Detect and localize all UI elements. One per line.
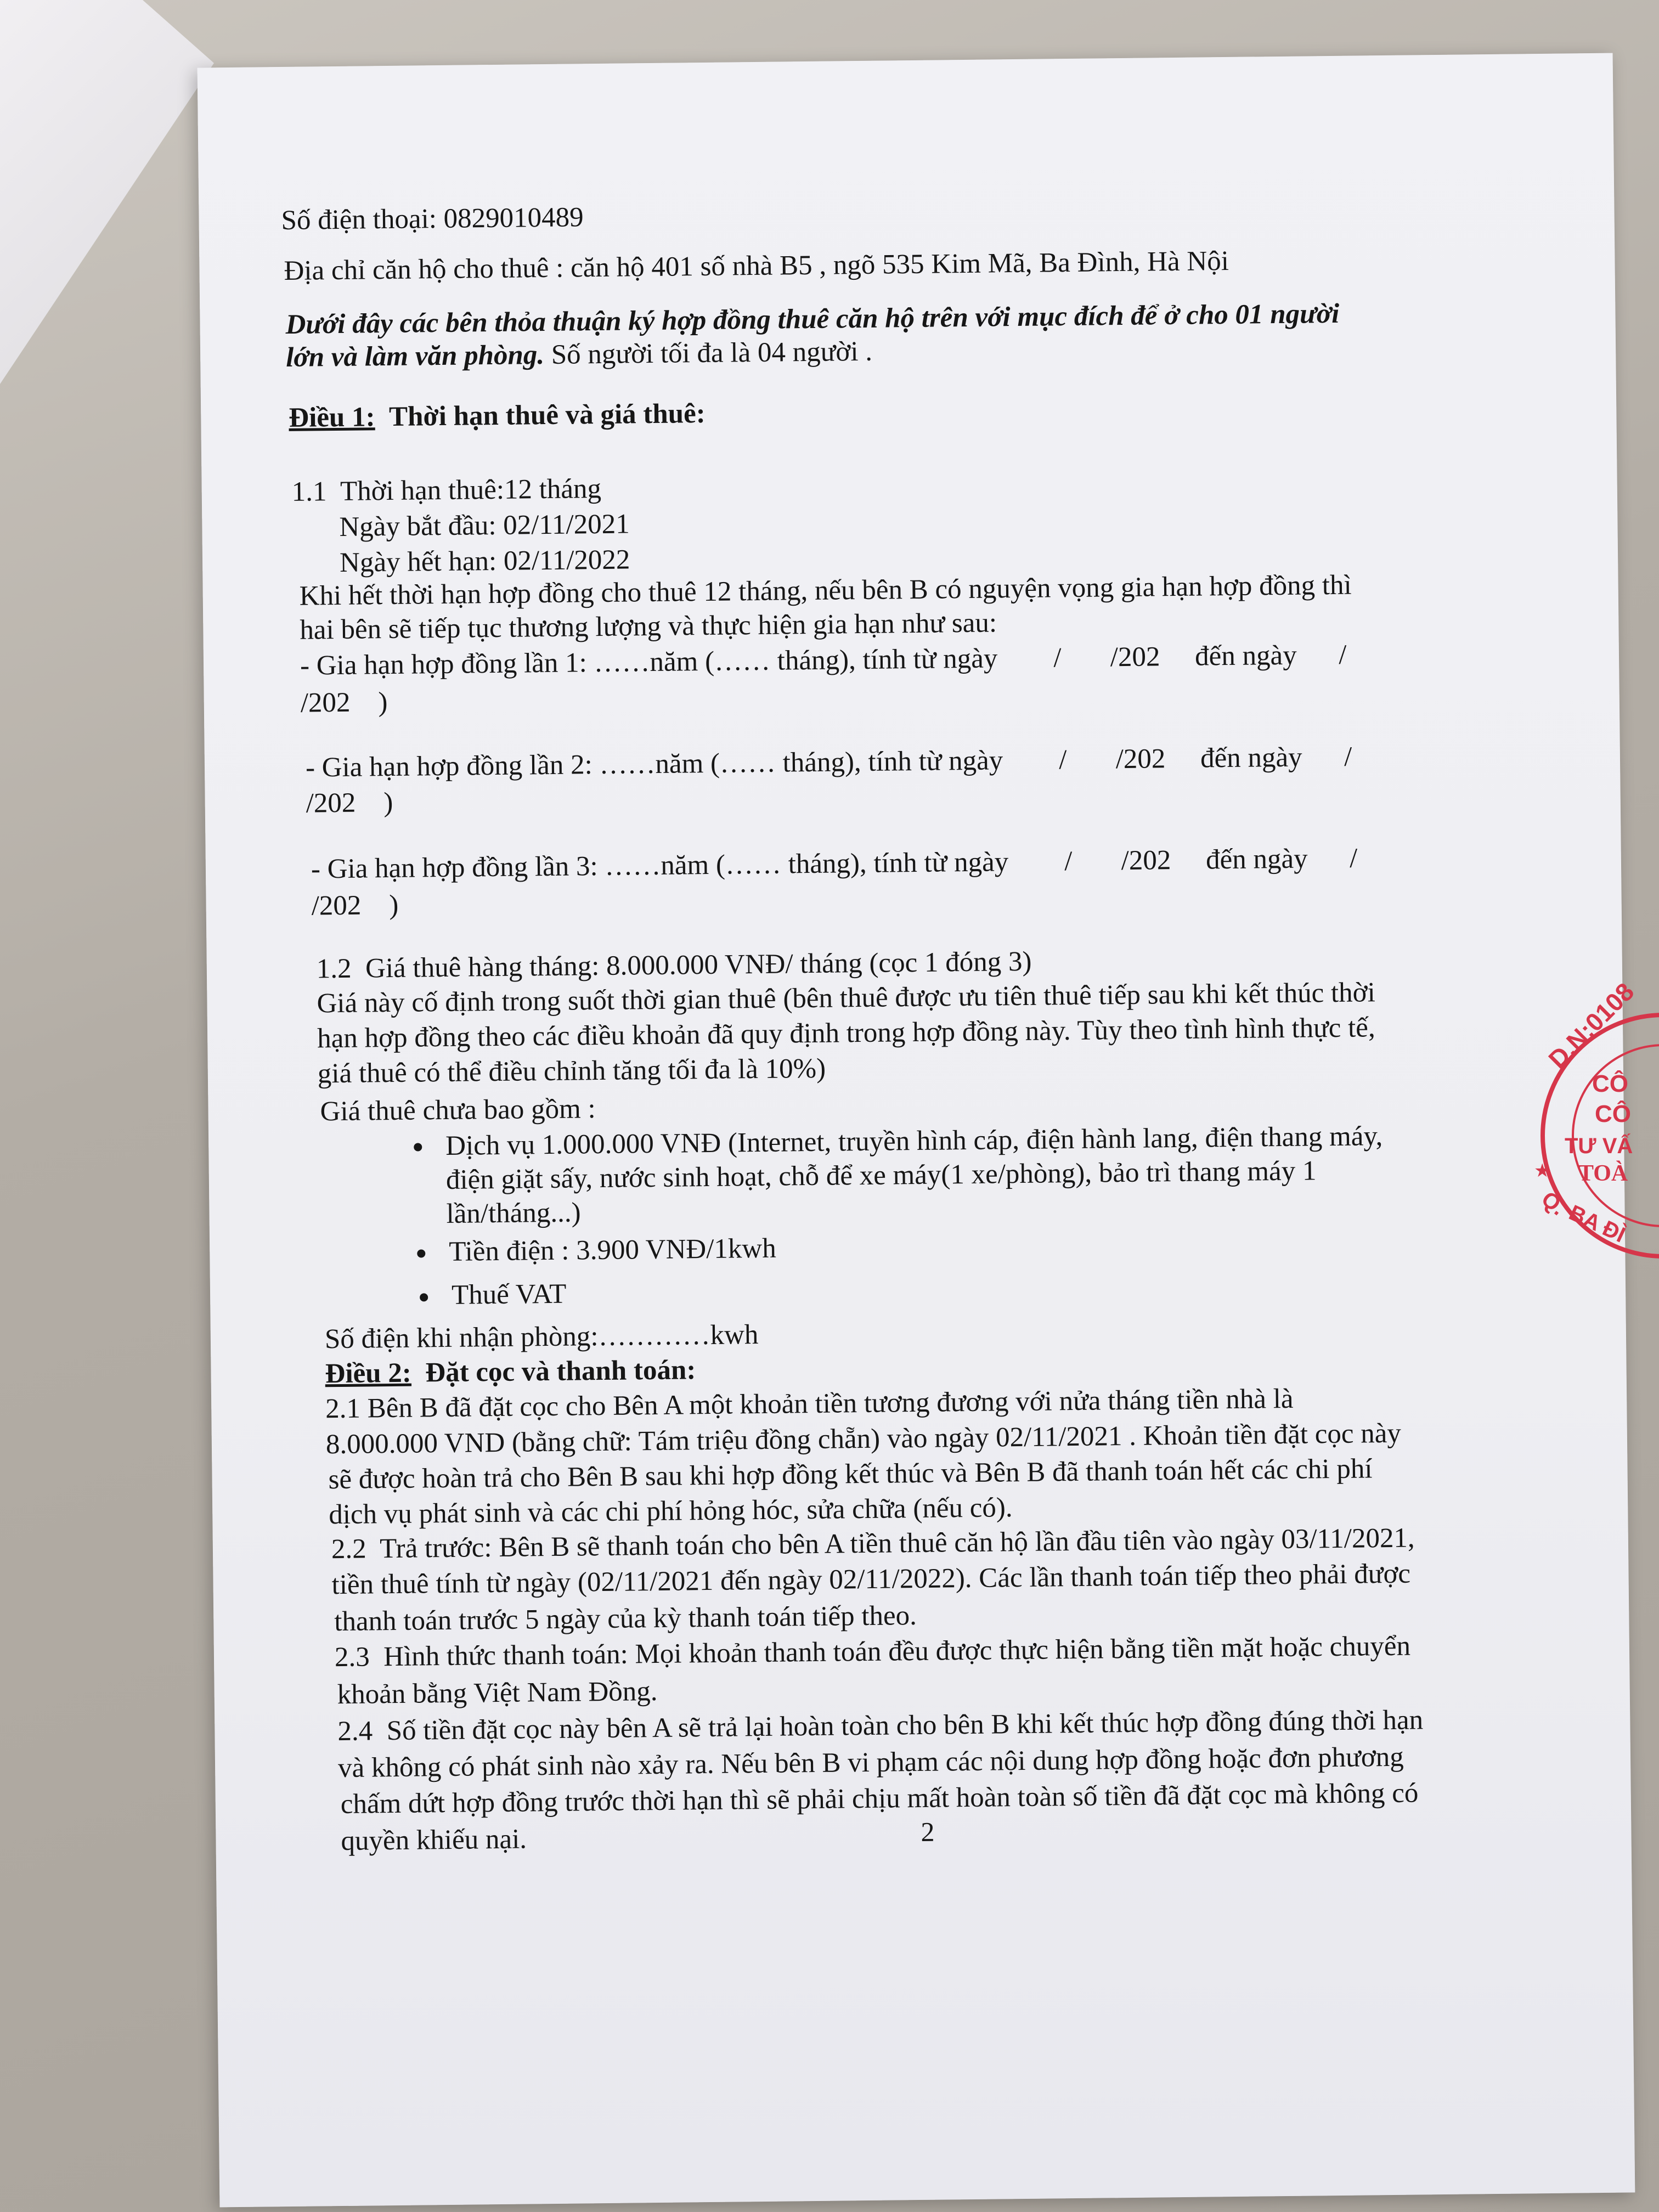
clause-2-4-line-2: và không có phát sinh nào xảy ra. Nếu bên B vi phạm các nội dung hợp đồng hoặc đơn phương: [337, 1741, 1404, 1784]
clause-2-1-line-1: 2.1 Bên B đã đặt cọc cho Bên A một khoản tiền tương đương với nửa tháng tiền nhà là: [325, 1383, 1294, 1425]
renewal-1-line: - Gia hạn hợp đồng lần 1: ……năm (…… tháng), tính từ ngày / /202 đến ngày /: [300, 639, 1347, 681]
svg-text:TOÀ: TOÀ: [1578, 1161, 1628, 1186]
clause-2-2-line-2: tiền thuê tính từ ngày (02/11/2021 đến ngày 02/11/2022). Các lần thanh toán tiếp theo phải được: [331, 1558, 1411, 1601]
clause-2-4-line-1: 2.4 Số tiền đặt cọc này bên A sẽ trả lại hoàn toàn cho bên B khi kết thúc hợp đồng đúng thời hạn: [337, 1705, 1424, 1747]
service-fee-line-3: lần/tháng...): [446, 1197, 581, 1229]
contract-page: [198, 53, 1635, 2208]
intro-normal-part: Số người tối đa là 04 người .: [551, 336, 873, 370]
article-1-title: Thời hạn thuê và giá thuê:: [388, 398, 706, 432]
service-fee-line-1: Dịch vụ 1.000.000 VNĐ (Internet, truyền hình cáp, điện hành lang, điện thang máy,: [445, 1121, 1383, 1161]
vat-line: Thuế VAT: [451, 1278, 567, 1311]
clause-1-2-price: 1.2 Giá thuê hàng tháng: 8.000.000 VNĐ/ tháng (cọc 1 đóng 3): [316, 946, 1032, 985]
svg-text:CÔ: CÔ: [1595, 1101, 1631, 1127]
bullet-dot-icon: [414, 1143, 422, 1151]
electricity-fee-line: Tiền điện : 3.900 VNĐ/1kwh: [448, 1233, 777, 1267]
renewal-1-end: /202 ): [300, 687, 388, 719]
company-stamp: [1526, 977, 1659, 1273]
end-date-line: Ngày hết hạn: 02/11/2022: [339, 544, 630, 578]
clause-2-2-line-1: 2.2 Trả trước: Bên B sẽ thanh toán cho bên A tiền thuê căn hộ lần đầu tiên vào ngày 03/11/2021,: [331, 1522, 1415, 1565]
renewal-intro-line-1: Khi hết thời hạn hợp đồng cho thuê 12 tháng, nếu bên B có nguyện vọng gia hạn hợp đồng thì: [299, 569, 1352, 612]
article-2-label: Điều 2:: [325, 1357, 412, 1390]
article-2-title: Đặt cọc và thanh toán:: [425, 1355, 696, 1389]
article-1-heading: [289, 397, 706, 435]
clause-1-1-term: 1.1 Thời hạn thuê:12 tháng: [291, 473, 602, 507]
renewal-2-line: - Gia hạn hợp đồng lần 2: ……năm (…… tháng), tính từ ngày / /202 đến ngày /: [305, 741, 1352, 783]
price-note-line-3: giá thuê có thể điều chỉnh tăng tối đa là 10%): [317, 1053, 826, 1090]
service-fee-line-2: điện giặt sấy, nước sinh hoạt, chỗ để xe máy(1 xe/phòng), bảo trì thang máy 1: [445, 1155, 1317, 1195]
address-line: Địa chỉ căn hộ cho thuê : căn hộ 401 số nhà B5 , ngõ 535 Kim Mã, Ba Đình, Hà Nội: [284, 245, 1229, 286]
intro-line-2: [286, 335, 872, 374]
bullet-dot-icon: [417, 1249, 425, 1257]
article-2-heading: [325, 1353, 696, 1390]
start-date-line: Ngày bắt đầu: 02/11/2021: [339, 509, 630, 543]
price-note-line-1: Giá này cố định trong suốt thời gian thuê (bên thuê được ưu tiên thuê tiếp sau khi kết thúc thời: [317, 977, 1376, 1019]
clause-2-3-line-2: khoản bằng Việt Nam Đồng.: [337, 1675, 658, 1711]
svg-text:D.N:0108: D.N:0108: [1543, 977, 1640, 1074]
clause-2-1-line-2: 8.000.000 VND (bằng chữ: Tám triệu đồng chẵn) vào ngày 02/11/2021 . Khoản tiền đặt cọc này: [325, 1418, 1402, 1460]
clause-2-1-line-3: sẽ được hoàn trả cho Bên B sau khi hợp đồng kết thúc và Bên B đã thanh toán hết các chi phí: [328, 1453, 1373, 1496]
clause-2-4-line-4: quyền khiếu nại.: [341, 1824, 527, 1857]
renewal-3-end: /202 ): [311, 889, 399, 922]
clause-2-1-line-4: dịch vụ phát sinh và các chi phí hỏng hóc, sửa chữa (nếu có).: [328, 1492, 1013, 1531]
article-1-label: Điều 1:: [289, 402, 375, 433]
svg-text:BA ĐÌ: BA ĐÌ: [1565, 1200, 1629, 1248]
svg-text:Q.: Q.: [1537, 1187, 1570, 1221]
renewal-2-end: /202 ): [306, 787, 393, 819]
excluded-heading: Giá thuê chưa bao gồm :: [320, 1093, 596, 1127]
svg-text:★: ★: [1534, 1160, 1551, 1182]
page-content: [281, 191, 1521, 1857]
renewal-3-line: - Gia hạn hợp đồng lần 3: ……năm (…… tháng), tính từ ngày / /202 đến ngày /: [311, 843, 1358, 885]
svg-text:TƯ VẤ: TƯ VẤ: [1565, 1134, 1633, 1158]
price-note-line-2: hạn hợp đồng theo các điều khoản đã quy định trong hợp đồng này. Tùy theo tình hình thực tế,: [317, 1012, 1375, 1054]
renewal-intro-line-2: hai bên sẽ tiếp tục thương lượng và thực hiện gia hạn như sau:: [300, 607, 997, 646]
intro-bold-part: lớn và làm văn phòng.: [285, 340, 545, 373]
clause-2-3-line-1: 2.3 Hình thức thanh toán: Mọi khoản thanh toán đều được thực hiện bằng tiền mặt hoặc chuyển: [334, 1630, 1411, 1673]
bullet-dot-icon: [420, 1293, 428, 1301]
phone-line: Số điện thoại: 0829010489: [281, 202, 584, 236]
meter-reading-line: Số điện khi nhận phòng:…………kwh: [324, 1319, 759, 1355]
clause-2-4-line-3: chấm dứt hợp đồng trước thời hạn thì sẽ phải chịu mất hoàn toàn số tiền đã đặt cọc mà không có: [340, 1778, 1419, 1820]
svg-text:CÔ: CÔ: [1592, 1070, 1628, 1097]
intro-line-1: Dưới đây các bên thỏa thuận ký hợp đồng thuê căn hộ trên với mục đích để ở cho 01 người: [285, 298, 1340, 340]
clause-2-2-line-3: thanh toán trước 5 ngày của kỳ thanh toán tiếp theo.: [334, 1600, 917, 1638]
page-number: 2: [921, 1816, 935, 1847]
